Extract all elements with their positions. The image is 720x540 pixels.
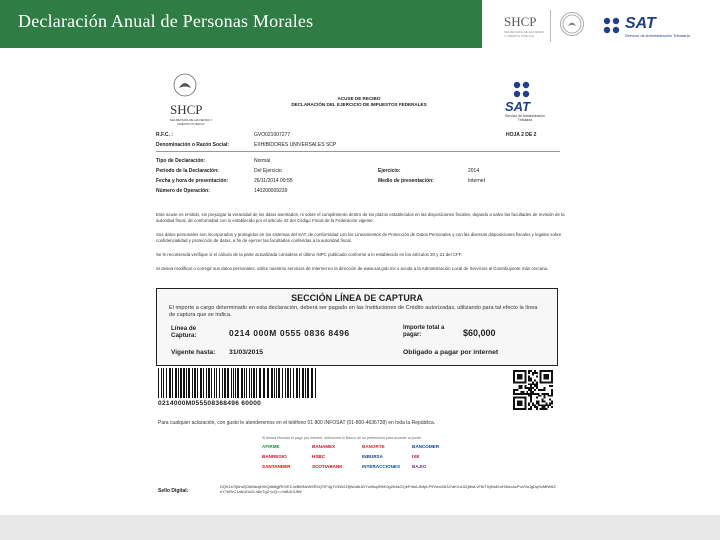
- linea-captura-section: [156, 288, 558, 366]
- fecha-label: Fecha y hora de presentación:: [156, 178, 229, 184]
- tipo-value: Normal: [254, 158, 271, 164]
- doc-sat-logo: SAT: [505, 99, 531, 114]
- fecha-value: 26/11/2014 09:55: [254, 178, 293, 184]
- bank-logo[interactable]: BANCOMER: [412, 444, 440, 449]
- obligado-text: Obligado a pagar por internet: [403, 349, 499, 356]
- bank-logo[interactable]: INTERACCIONES: [362, 464, 401, 469]
- bank-logo[interactable]: INBURSA: [362, 454, 383, 459]
- header-logos: [482, 0, 720, 48]
- capture-section-title: SECCIÓN LÍNEA DE CAPTURA: [291, 293, 423, 303]
- bank-logos: [262, 444, 462, 476]
- sat-logo-subtitle: Servicio de Administración Tributaria: [625, 33, 690, 38]
- legal-paragraph: Se le recomienda verifique si el cálculo de la parte actualizada considera el último INPC publicado conforme a lo establecido en los artículos 20 y 21 del CFF.: [156, 252, 463, 257]
- operacion-value: 140200009239: [254, 188, 288, 194]
- barcode-text: 0214000M055508368496 60000: [158, 400, 262, 407]
- sat-logo-icon: [512, 80, 532, 100]
- sello-label: Sello Digital:: [158, 488, 189, 494]
- legal-paragraph: Este acuse es emitido, sin prejuzgar la veracidad de los datos asentados, ni sobre el cumplimiento dentro de los plazos establecidos en las disposiciones fiscales, dejando a salvo las facultades de revisión de la autoridad fiscal, de conformidad con lo establecido por el artículo 42 del Código Fiscal de la Federación vigente.: [156, 212, 565, 223]
- slide-title-bar: [0, 0, 482, 48]
- slide-footer-band: [0, 515, 720, 540]
- sello-value: DQK1k7tj5mZjG6MwqHXtQ8h8gjR0VEC/wBMNzW9R4QTtF4g7V3W2ZfjWo6b1DYw9kq3HtE0gZb4sGQeP4toL8hfpLP9Vmc5t1N7aKXdJ2Q8wLvF6rT0yBsEmH3nIcAzPuV9oJgDqSxMfW6ZeY7kRrC1aN4Ou2Lh8vTgZ+pQ==/mBXr3JfW: [220, 484, 556, 494]
- qr-code: [512, 370, 554, 410]
- doc-sat-subtitle: Servicio de Administración Tributaria: [505, 114, 545, 122]
- bank-logo[interactable]: BAJIO: [412, 464, 427, 469]
- linea-label: Línea de Captura:: [171, 325, 197, 339]
- bank-logo[interactable]: SCOTIABANK: [312, 464, 343, 469]
- ejercicio-value: 2014: [468, 168, 480, 174]
- shcp-logo: SHCP: [504, 14, 537, 29]
- vigente-label: Vigente hasta:: [171, 349, 216, 356]
- page-indicator: HOJA 2 DE 2: [506, 132, 537, 138]
- sat-logo-text: SAT: [625, 15, 656, 32]
- medio-value: Internet: [468, 178, 485, 184]
- aclaracion-text: Para cualquier aclaración, con gusto le atenderemos en el teléfono 01 800 INFOSAT (01-800-4636728) en toda la República.: [158, 420, 436, 426]
- vigente-value: 31/03/2015: [229, 349, 264, 356]
- capture-note: El importe a cargo determinado en esta declaración, deberá ser pagado en las Instituciones de Crédito autorizadas, utilizando para tal efecto la línea de captura que se indica.: [169, 305, 538, 318]
- bank-logo[interactable]: AFIRME: [262, 444, 280, 449]
- rfc-value: GVO021007277: [254, 132, 291, 138]
- medio-label: Medio de presentación:: [378, 178, 434, 184]
- mexico-eagle-seal-icon: [560, 12, 584, 36]
- slide-title: Declaración Anual de Personas Morales: [18, 11, 314, 31]
- logo-divider: [550, 10, 551, 42]
- payment-barcode: [158, 368, 318, 398]
- sat-logo-icon: [602, 16, 622, 36]
- periodo-value: Del Ejercicio: [254, 168, 282, 174]
- bank-logo[interactable]: IXE: [412, 454, 420, 459]
- ejercicio-label: Ejercicio:: [378, 168, 401, 174]
- bank-logo[interactable]: BANORTE: [362, 444, 385, 449]
- legal-paragraph: Sus datos personales son incorporados y protegidos en los sistemas del SAT, de conformidad con los Lineamientos de Protección de Datos Personales y con las diversas disposiciones fiscales y legales sobre confidencialidad y protección de datos, a fin de ejercer las facultades conferidas a la autoridad fiscal.: [156, 232, 562, 243]
- doc-shcp-subtitle: SECRETARÍA DE HACIENDA Y CRÉDITO PÚBLICO: [169, 118, 213, 126]
- bank-logo[interactable]: BANAMEX: [312, 444, 336, 449]
- importe-value: $60,000: [463, 328, 496, 338]
- bank-logo[interactable]: SANTANDER: [262, 464, 291, 469]
- linea-value: 0214 000M 0555 0836 8496: [229, 328, 350, 338]
- periodo-label: Período de la Declaración:: [156, 168, 219, 174]
- mexico-eagle-seal-icon: [172, 72, 198, 98]
- bank-logo[interactable]: HSBC: [312, 454, 326, 459]
- operacion-label: Número de Operación:: [156, 188, 210, 194]
- doc-heading-2: DECLARACIÓN DEL EJERCICIO DE IMPUESTOS FEDERALES: [291, 102, 427, 107]
- divider: [156, 151, 560, 152]
- importe-label: Importe total a pagar:: [403, 325, 445, 338]
- shcp-logo-subtitle: SECRETARÍA DE HACIENDA Y CRÉDITO PÚBLICO: [504, 30, 544, 38]
- razon-social-value: EXHIBIDORES UNIVERSALES SCP: [254, 142, 337, 148]
- tipo-label: Tipo de Declaración:: [156, 158, 206, 164]
- bank-logo[interactable]: BANREGIO: [262, 454, 287, 459]
- legal-paragraph: Si desea modificar o corregir sus datos personales, utilice nuestros servicios de Internet en la dirección de www.sat.gob.mx o acuda a la Administración Local de Servicios al Contribuyente más cercana.: [156, 266, 549, 271]
- doc-shcp-logo: SHCP: [170, 102, 203, 117]
- rfc-label: R.F.C. :: [156, 132, 173, 138]
- doc-heading-1: ACUSE DE RECIBO: [337, 96, 381, 101]
- razon-social-label: Denominación o Razón Social:: [156, 142, 230, 148]
- banks-caption: Si desea efectuar el pago por Internet, seleccione el Banco de su preferencia para acceder al portal.: [262, 436, 422, 440]
